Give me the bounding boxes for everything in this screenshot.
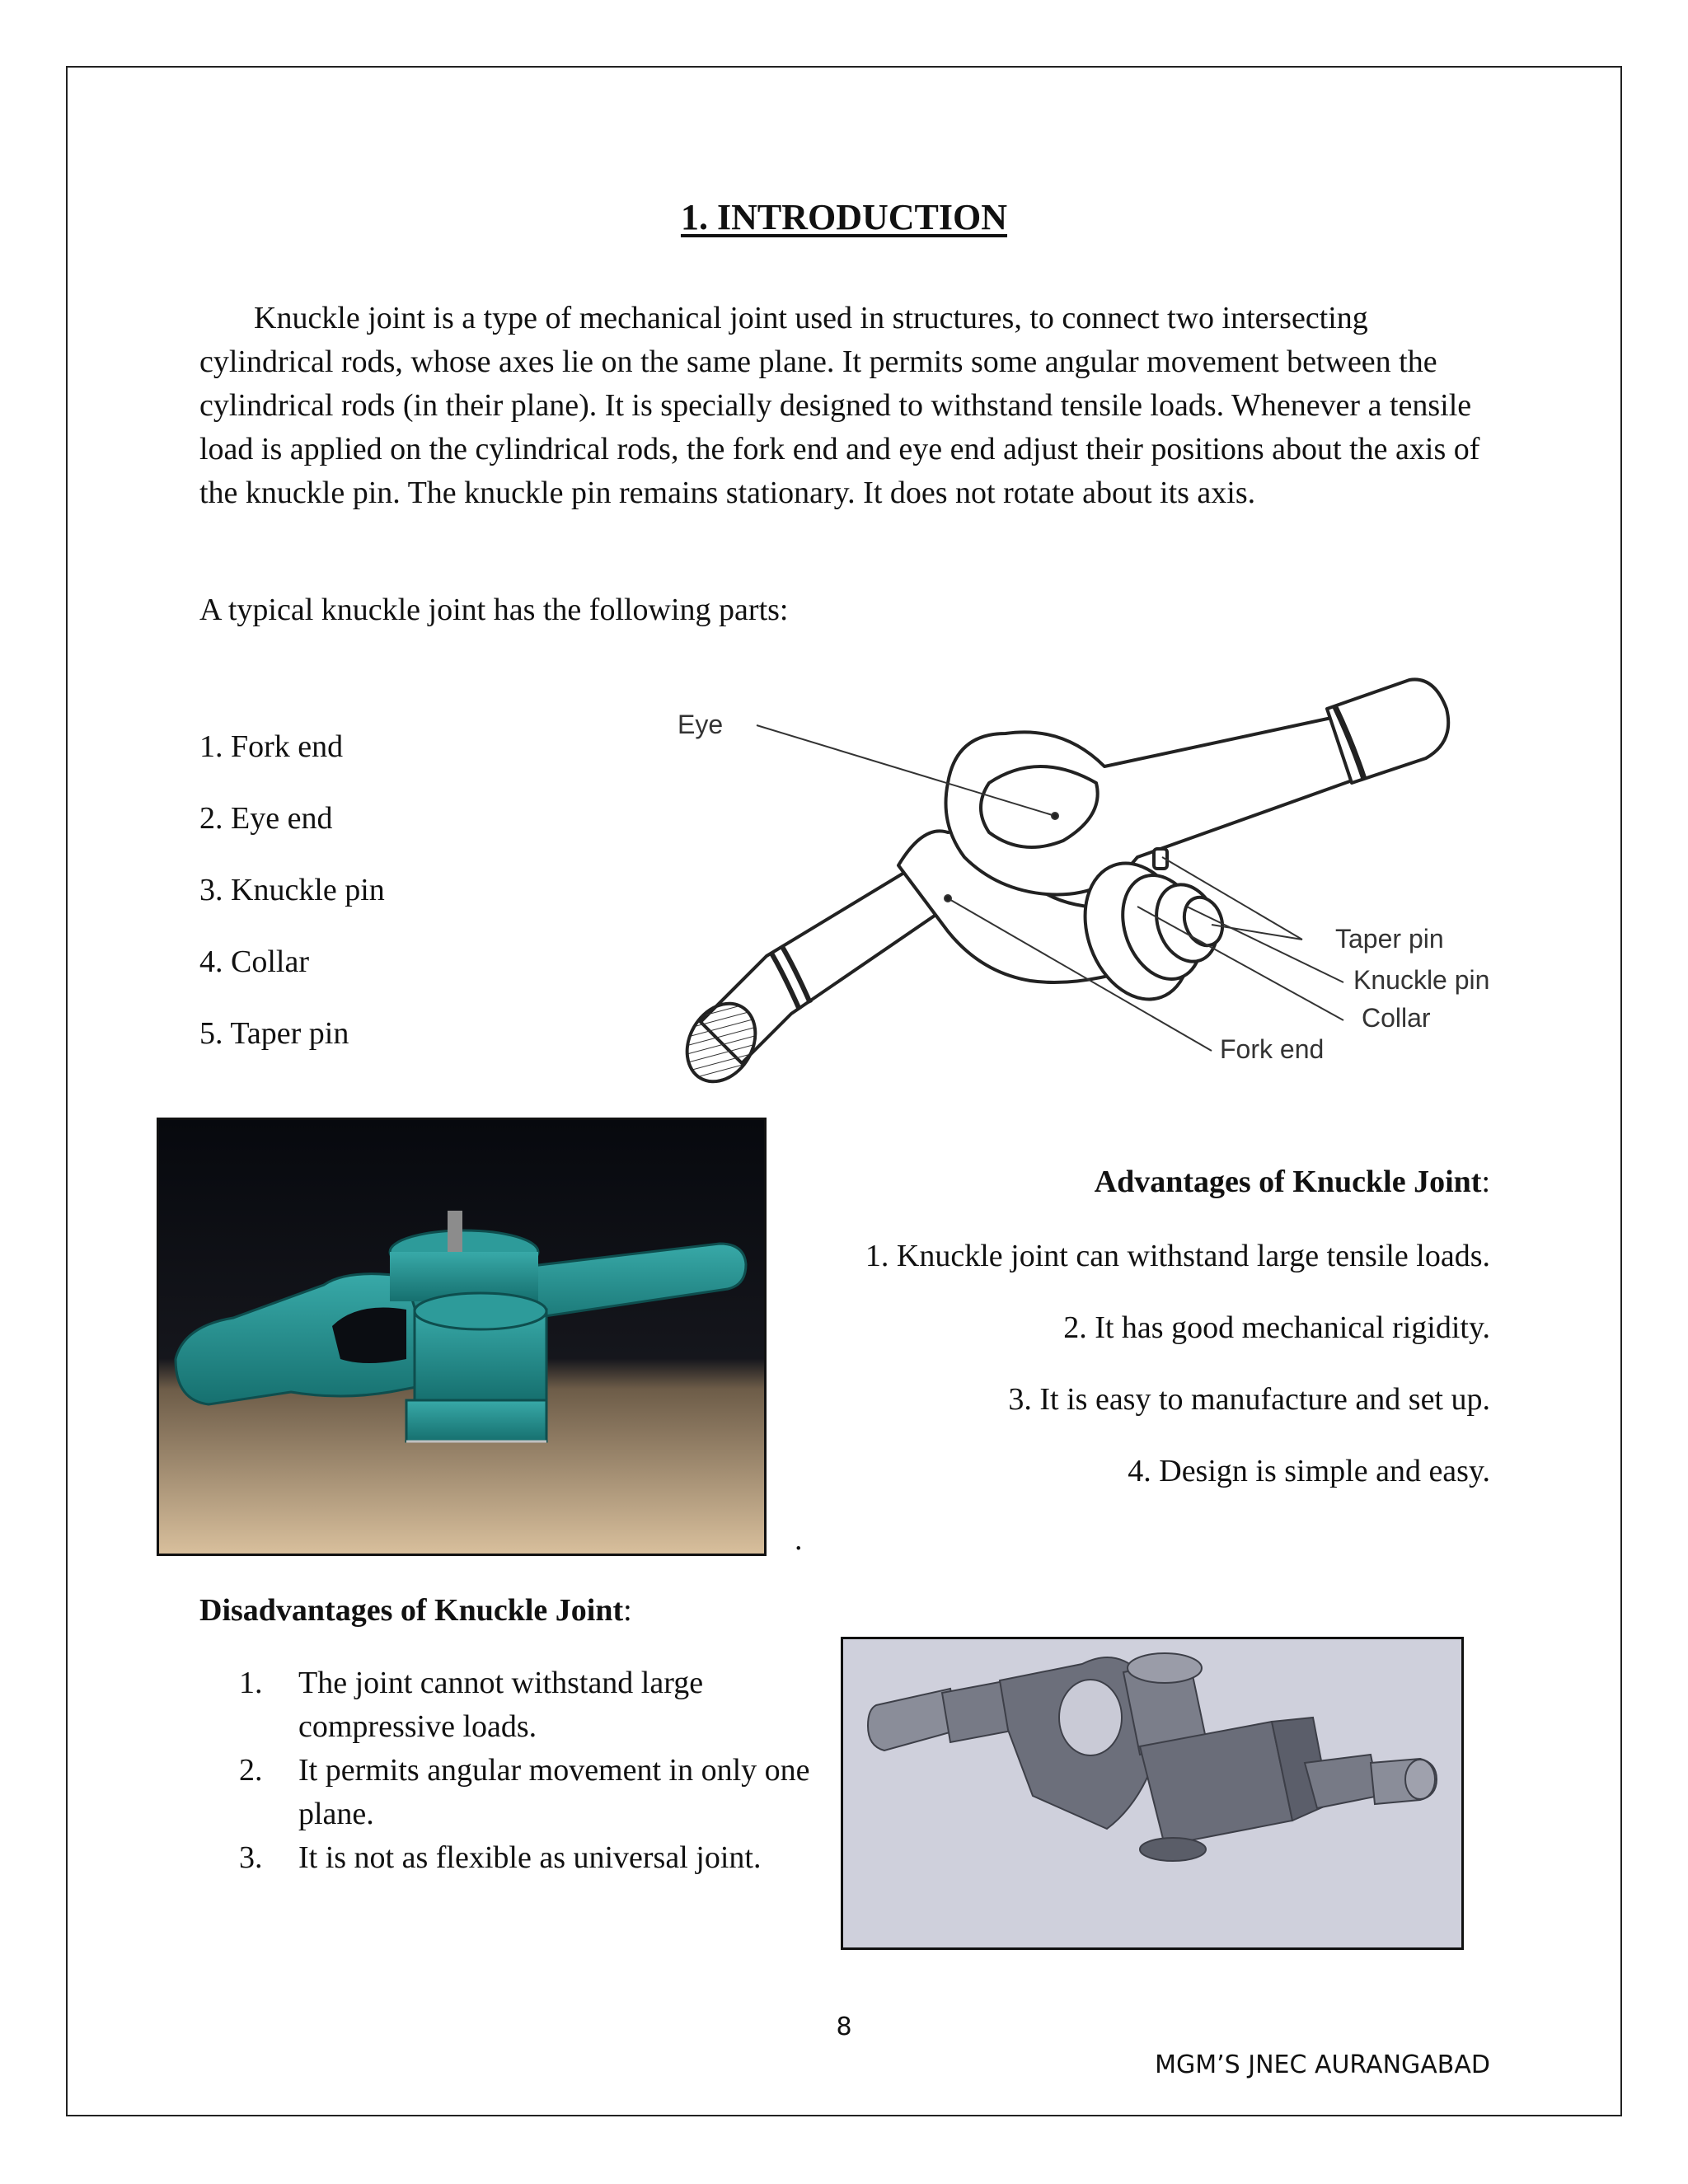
list-item: 2. It has good mechanical rigidity.: [1063, 1310, 1490, 1345]
parts-lead-text: A typical knuckle joint has the following parts:: [199, 593, 789, 627]
list-item: 3. Knuckle pin: [199, 873, 385, 907]
disadvantages-heading-colon: :: [623, 1593, 632, 1628]
diagram-label-collar: Collar: [1362, 1003, 1431, 1033]
list-item: 2. Eye end: [199, 801, 333, 836]
disadvantages-heading: [199, 1592, 632, 1629]
list-item-text: It permits angular movement in only one plane.: [298, 1753, 810, 1831]
list-item-number: 3.: [239, 1840, 263, 1875]
diagram-label-knuckle-pin: Knuckle pin: [1353, 965, 1490, 995]
advantages-list: [865, 1235, 1490, 1521]
page-title: 1. INTRODUCTION: [680, 197, 1008, 237]
footer-institution: MGM’S JNEC AURANGABAD: [1155, 2050, 1490, 2079]
list-item: [239, 1749, 832, 1836]
list-item: 3. It is easy to manufacture and set up.: [1008, 1382, 1490, 1417]
intro-text: Knuckle joint is a type of mechanical joint used in structures, to connect two intersecting cylindrical rods, whose axes lie on the same plane. It permits some angular movement between the cylindrical rods (in their plane). It is specially designed to withstand tensile loads. Whenever a tensile load is applied on the cylindrical rods, the fork end and eye end adjust their positions about the axis of the knuckle pin. The knuckle pin remains stationary. It does not rotate about its axis.: [199, 301, 1480, 510]
list-item-number: 1.: [239, 1666, 263, 1700]
cad-illustration: [843, 1639, 1461, 1947]
list-item: [239, 1836, 832, 1880]
list-item: 4. Collar: [199, 944, 309, 979]
disadvantages-heading-text: Disadvantages of Knuckle Joint: [199, 1593, 624, 1628]
list-item: 5. Taper pin: [199, 1016, 349, 1051]
knuckle-joint-photo: [157, 1118, 767, 1556]
diagram-label-fork-end: Fork end: [1220, 1034, 1325, 1064]
stray-period: .: [795, 1522, 803, 1557]
photo-illustration: [159, 1120, 764, 1554]
list-item: 1. Fork end: [199, 729, 344, 764]
cad-model-image: [841, 1637, 1464, 1950]
list-item-text: The joint cannot withstand large compressive loads.: [298, 1666, 704, 1744]
list-item-text: It is not as flexible as universal joint.: [298, 1840, 762, 1875]
page-number: 8: [836, 2013, 852, 2041]
list-item-number: 2.: [239, 1753, 263, 1788]
list-item: 1. Knuckle joint can withstand large tensile loads.: [865, 1239, 1490, 1273]
disadvantages-list: [239, 1661, 832, 1880]
list-item: [239, 1661, 832, 1749]
advantages-heading: [1095, 1164, 1490, 1200]
list-item: 4. Design is simple and easy.: [1128, 1454, 1490, 1488]
parts-list: [199, 725, 385, 1084]
diagram-label-eye: Eye: [678, 710, 724, 739]
advantages-heading-colon: :: [1481, 1165, 1490, 1199]
diagram-label-taper-pin: Taper pin: [1335, 924, 1444, 954]
knuckle-joint-diagram: [676, 659, 1517, 1088]
advantages-heading-text: Advantages of Knuckle Joint: [1094, 1165, 1482, 1199]
intro-paragraph: [199, 297, 1485, 515]
